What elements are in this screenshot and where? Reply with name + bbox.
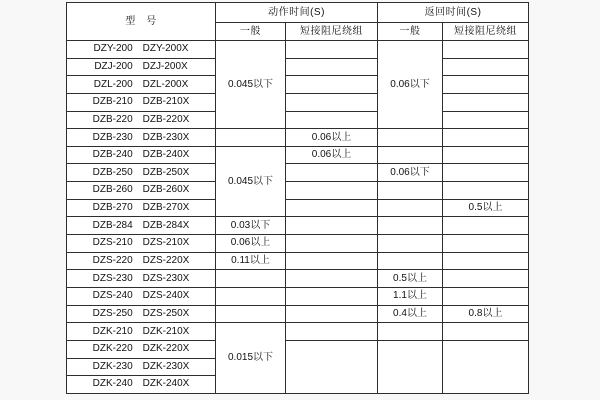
table-row xyxy=(67,270,529,288)
model-name: DZB-284X xyxy=(142,219,190,231)
model-cell xyxy=(67,41,216,59)
model-cell xyxy=(67,358,216,376)
table-row xyxy=(67,305,529,323)
value-cell xyxy=(378,129,443,147)
value-cell xyxy=(286,76,378,94)
value-cell: 0.045以下 xyxy=(216,41,286,129)
model-name: DZS-240 xyxy=(92,290,133,302)
model-name: DZB-250X xyxy=(142,166,190,178)
model-name: DZY-200X xyxy=(142,43,189,55)
model-name: DZS-210 xyxy=(92,237,133,249)
header-action-time: 动作时间(S) xyxy=(216,3,378,23)
model-name: DZL-200X xyxy=(142,78,189,90)
value-cell xyxy=(443,217,529,235)
model-cell xyxy=(67,111,216,129)
table-row xyxy=(67,129,529,147)
model-name: DZS-250X xyxy=(142,307,190,319)
table-row xyxy=(67,146,529,164)
value-cell xyxy=(378,182,443,200)
model-cell xyxy=(67,93,216,111)
model-name: DZK-240X xyxy=(142,378,190,390)
value-cell xyxy=(443,164,529,182)
model-cell xyxy=(67,287,216,305)
value-cell: 0.8以上 xyxy=(443,305,529,323)
value-cell xyxy=(443,270,529,288)
value-cell xyxy=(378,323,443,341)
model-cell xyxy=(67,235,216,253)
value-cell xyxy=(286,270,378,288)
model-name: DZB-240X xyxy=(142,149,190,161)
relay-spec-table xyxy=(66,2,529,394)
model-name: DZK-230 xyxy=(92,360,133,372)
model-cell xyxy=(67,199,216,217)
value-cell xyxy=(216,305,286,323)
model-name: DZB-260X xyxy=(142,184,190,196)
model-name: DZB-230 xyxy=(92,131,133,143)
model-name: DZK-210 xyxy=(92,325,133,337)
value-cell xyxy=(443,58,529,76)
table-row xyxy=(67,76,529,94)
value-cell xyxy=(286,41,378,59)
model-cell xyxy=(67,340,216,358)
model-name: DZS-250 xyxy=(92,307,133,319)
value-cell: 0.06以上 xyxy=(286,146,378,164)
value-cell: 0.4以上 xyxy=(378,305,443,323)
value-cell xyxy=(378,217,443,235)
header-model: 型 号 xyxy=(67,3,216,41)
model-name: DZS-220 xyxy=(92,255,133,266)
model-name: DZS-220X xyxy=(142,255,190,266)
model-name: DZK-240 xyxy=(92,378,133,390)
value-cell xyxy=(443,287,529,305)
model-name: DZK-220X xyxy=(142,343,190,355)
model-cell xyxy=(67,129,216,147)
model-cell xyxy=(67,217,216,235)
value-cell xyxy=(443,41,529,59)
model-name: DZJ-200X xyxy=(142,60,188,72)
value-cell xyxy=(286,182,378,200)
value-cell xyxy=(443,252,529,270)
model-cell xyxy=(67,376,216,394)
value-cell xyxy=(216,129,286,147)
value-cell xyxy=(443,76,529,94)
value-cell xyxy=(378,252,443,270)
value-cell xyxy=(216,287,286,305)
value-cell: 0.11以上 xyxy=(216,252,286,270)
value-cell: 0.06以上 xyxy=(216,235,286,253)
model-cell xyxy=(67,270,216,288)
model-name: DZS-210X xyxy=(142,237,190,249)
model-cell xyxy=(67,146,216,164)
value-cell xyxy=(286,252,378,270)
value-cell xyxy=(443,182,529,200)
header-return-time: 返回时间(S) xyxy=(378,3,529,23)
value-cell: 0.015以下 xyxy=(216,323,286,394)
model-name: DZS-230 xyxy=(92,272,133,284)
table-row xyxy=(67,41,529,59)
value-cell xyxy=(286,93,378,111)
model-cell xyxy=(67,164,216,182)
value-cell xyxy=(286,235,378,253)
value-cell: 0.5以上 xyxy=(378,270,443,288)
table-body xyxy=(67,41,529,394)
model-name: DZB-210X xyxy=(142,96,190,108)
model-cell xyxy=(67,252,216,270)
value-cell xyxy=(443,111,529,129)
model-name: DZY-200 xyxy=(93,43,133,55)
model-name: DZB-220X xyxy=(142,113,190,125)
value-cell xyxy=(286,340,378,393)
table-row xyxy=(67,182,529,200)
value-cell: 0.06以上 xyxy=(286,129,378,147)
table-row xyxy=(67,252,529,270)
value-cell xyxy=(286,287,378,305)
value-cell: 0.5以上 xyxy=(443,199,529,217)
model-name: DZB-210 xyxy=(92,96,133,108)
value-cell xyxy=(216,270,286,288)
value-cell xyxy=(286,323,378,341)
model-cell xyxy=(67,58,216,76)
header-action-general: 一般 xyxy=(216,23,286,41)
value-cell: 1.1以上 xyxy=(378,287,443,305)
model-name: DZB-284 xyxy=(92,219,133,231)
model-name: DZJ-200 xyxy=(94,60,133,72)
model-name: DZB-270X xyxy=(142,202,190,214)
model-name: DZK-230X xyxy=(142,360,190,372)
value-cell xyxy=(286,164,378,182)
model-cell xyxy=(67,182,216,200)
table-row xyxy=(67,235,529,253)
table-row xyxy=(67,111,529,129)
value-cell xyxy=(443,235,529,253)
table-row xyxy=(67,199,529,217)
value-cell xyxy=(443,146,529,164)
value-cell xyxy=(378,340,443,393)
model-name: DZS-230X xyxy=(142,272,190,284)
table-row xyxy=(67,323,529,341)
value-cell xyxy=(443,129,529,147)
value-cell xyxy=(443,323,529,341)
value-cell xyxy=(378,146,443,164)
value-cell: 0.03以下 xyxy=(216,217,286,235)
value-cell xyxy=(286,305,378,323)
model-name: DZK-220 xyxy=(92,343,133,355)
model-name: DZB-270 xyxy=(92,202,133,214)
model-name: DZS-240X xyxy=(142,290,190,302)
value-cell xyxy=(286,199,378,217)
value-cell xyxy=(378,199,443,217)
table-row xyxy=(67,340,529,358)
header-return-damping-winding: 短接阻尼绕组 xyxy=(443,23,529,41)
model-cell xyxy=(67,305,216,323)
table-header xyxy=(67,3,529,41)
table-row xyxy=(67,58,529,76)
value-cell xyxy=(443,93,529,111)
value-cell: 0.06以下 xyxy=(378,164,443,182)
model-name: DZK-210X xyxy=(142,325,190,337)
table-row xyxy=(67,287,529,305)
header-return-general: 一般 xyxy=(378,23,443,41)
value-cell xyxy=(378,235,443,253)
model-name: DZB-240 xyxy=(92,149,133,161)
model-name: DZB-230X xyxy=(142,131,190,143)
value-cell xyxy=(286,58,378,76)
header-group-row xyxy=(67,3,529,23)
value-cell xyxy=(286,217,378,235)
header-action-damping-winding: 短接阻尼绕组 xyxy=(286,23,378,41)
model-cell xyxy=(67,323,216,341)
value-cell xyxy=(443,340,529,393)
model-name: DZB-260 xyxy=(92,184,133,196)
model-cell xyxy=(67,76,216,94)
table-row xyxy=(67,164,529,182)
value-cell: 0.06以下 xyxy=(378,41,443,129)
value-cell: 0.045以下 xyxy=(216,146,286,217)
value-cell xyxy=(286,111,378,129)
model-name: DZB-250 xyxy=(92,166,133,178)
table-row xyxy=(67,217,529,235)
table-row xyxy=(67,93,529,111)
model-name: DZL-200 xyxy=(93,78,133,90)
model-name: DZB-220 xyxy=(92,113,133,125)
